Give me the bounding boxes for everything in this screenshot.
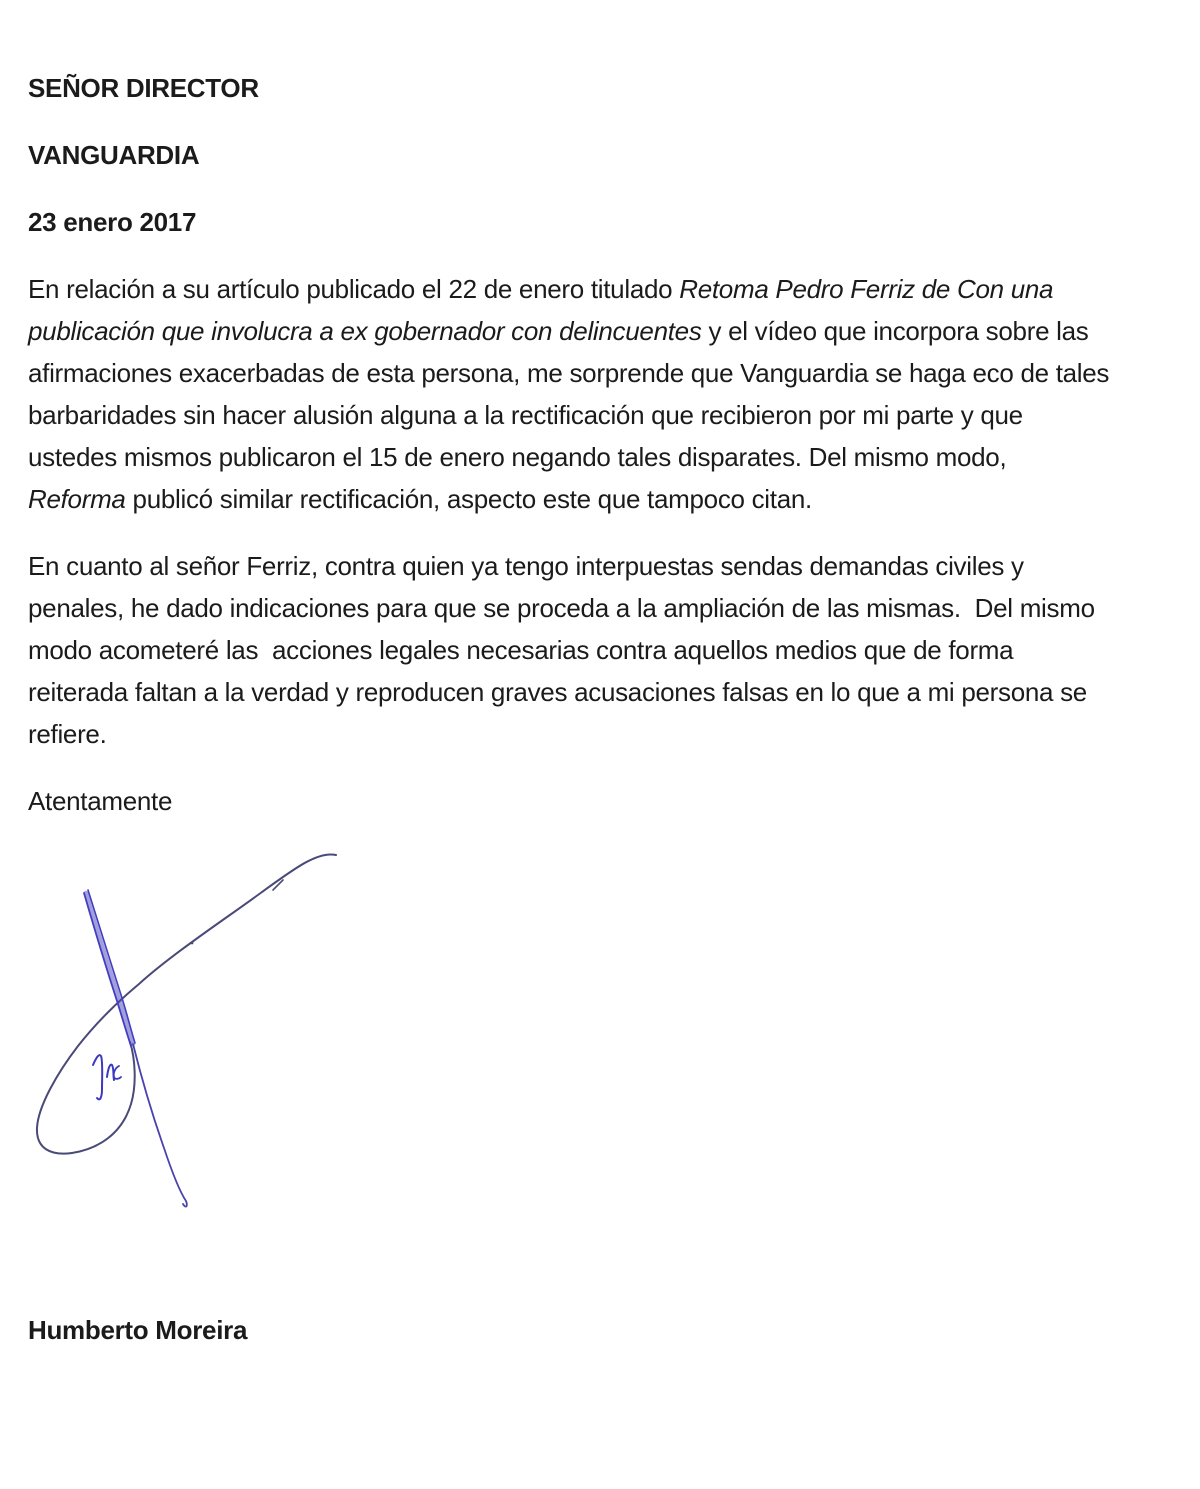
text-line: ustedes mismos publicaron el 15 de enero negando tales disparates. Del mismo modo,	[28, 442, 1007, 472]
text-line: reiterada faltan a la verdad y reproducen graves acusaciones falsas en lo que a mi persona se	[28, 677, 1087, 707]
text-run: publicó similar rectificación, aspecto este que tampoco citan.	[125, 484, 812, 514]
text-run: y el vídeo que incorpora sobre las	[701, 316, 1089, 346]
paragraph-1	[28, 268, 1170, 520]
text-line	[28, 478, 1170, 520]
text-line: En cuanto al señor Ferriz, contra quien ya tengo interpuestas sendas demandas civiles y	[28, 551, 1024, 581]
text-line: refiere.	[28, 719, 107, 749]
text-line: barbaridades sin hacer alusión alguna a la rectificación que recibieron por mi parte y que	[28, 400, 1023, 430]
italic-title-run: Retoma Pedro Ferriz de Con una	[679, 274, 1054, 304]
text-line	[28, 268, 1170, 310]
text-line: afirmaciones exacerbadas de esta persona, me sorprende que Vanguardia se haga eco de tales	[28, 358, 1110, 388]
salutation-line: SEÑOR DIRECTOR	[28, 73, 259, 103]
text-line: modo acometeré las acciones legales necesarias contra aquellos medios que de forma	[28, 635, 1014, 665]
text-line	[28, 310, 1170, 352]
recipient-line: VANGUARDIA	[28, 140, 200, 170]
date-line: 23 enero 2017	[28, 207, 197, 237]
text-run: En relación a su artículo publicado el 22 de enero titulado	[28, 274, 680, 304]
paragraph-2	[28, 545, 1170, 755]
closing-line: Atentamente	[28, 786, 173, 816]
italic-title-run: Reforma	[28, 484, 126, 514]
signer-name: Humberto Moreira	[28, 1315, 248, 1345]
signature-area	[28, 822, 1170, 1309]
italic-title-run: publicación que involucra a ex gobernador con delincuentes	[28, 316, 702, 346]
text-line: penales, he dado indicaciones para que se proceda a la ampliación de las mismas. Del mismo	[28, 593, 1095, 623]
handwritten-signature	[20, 836, 360, 1216]
